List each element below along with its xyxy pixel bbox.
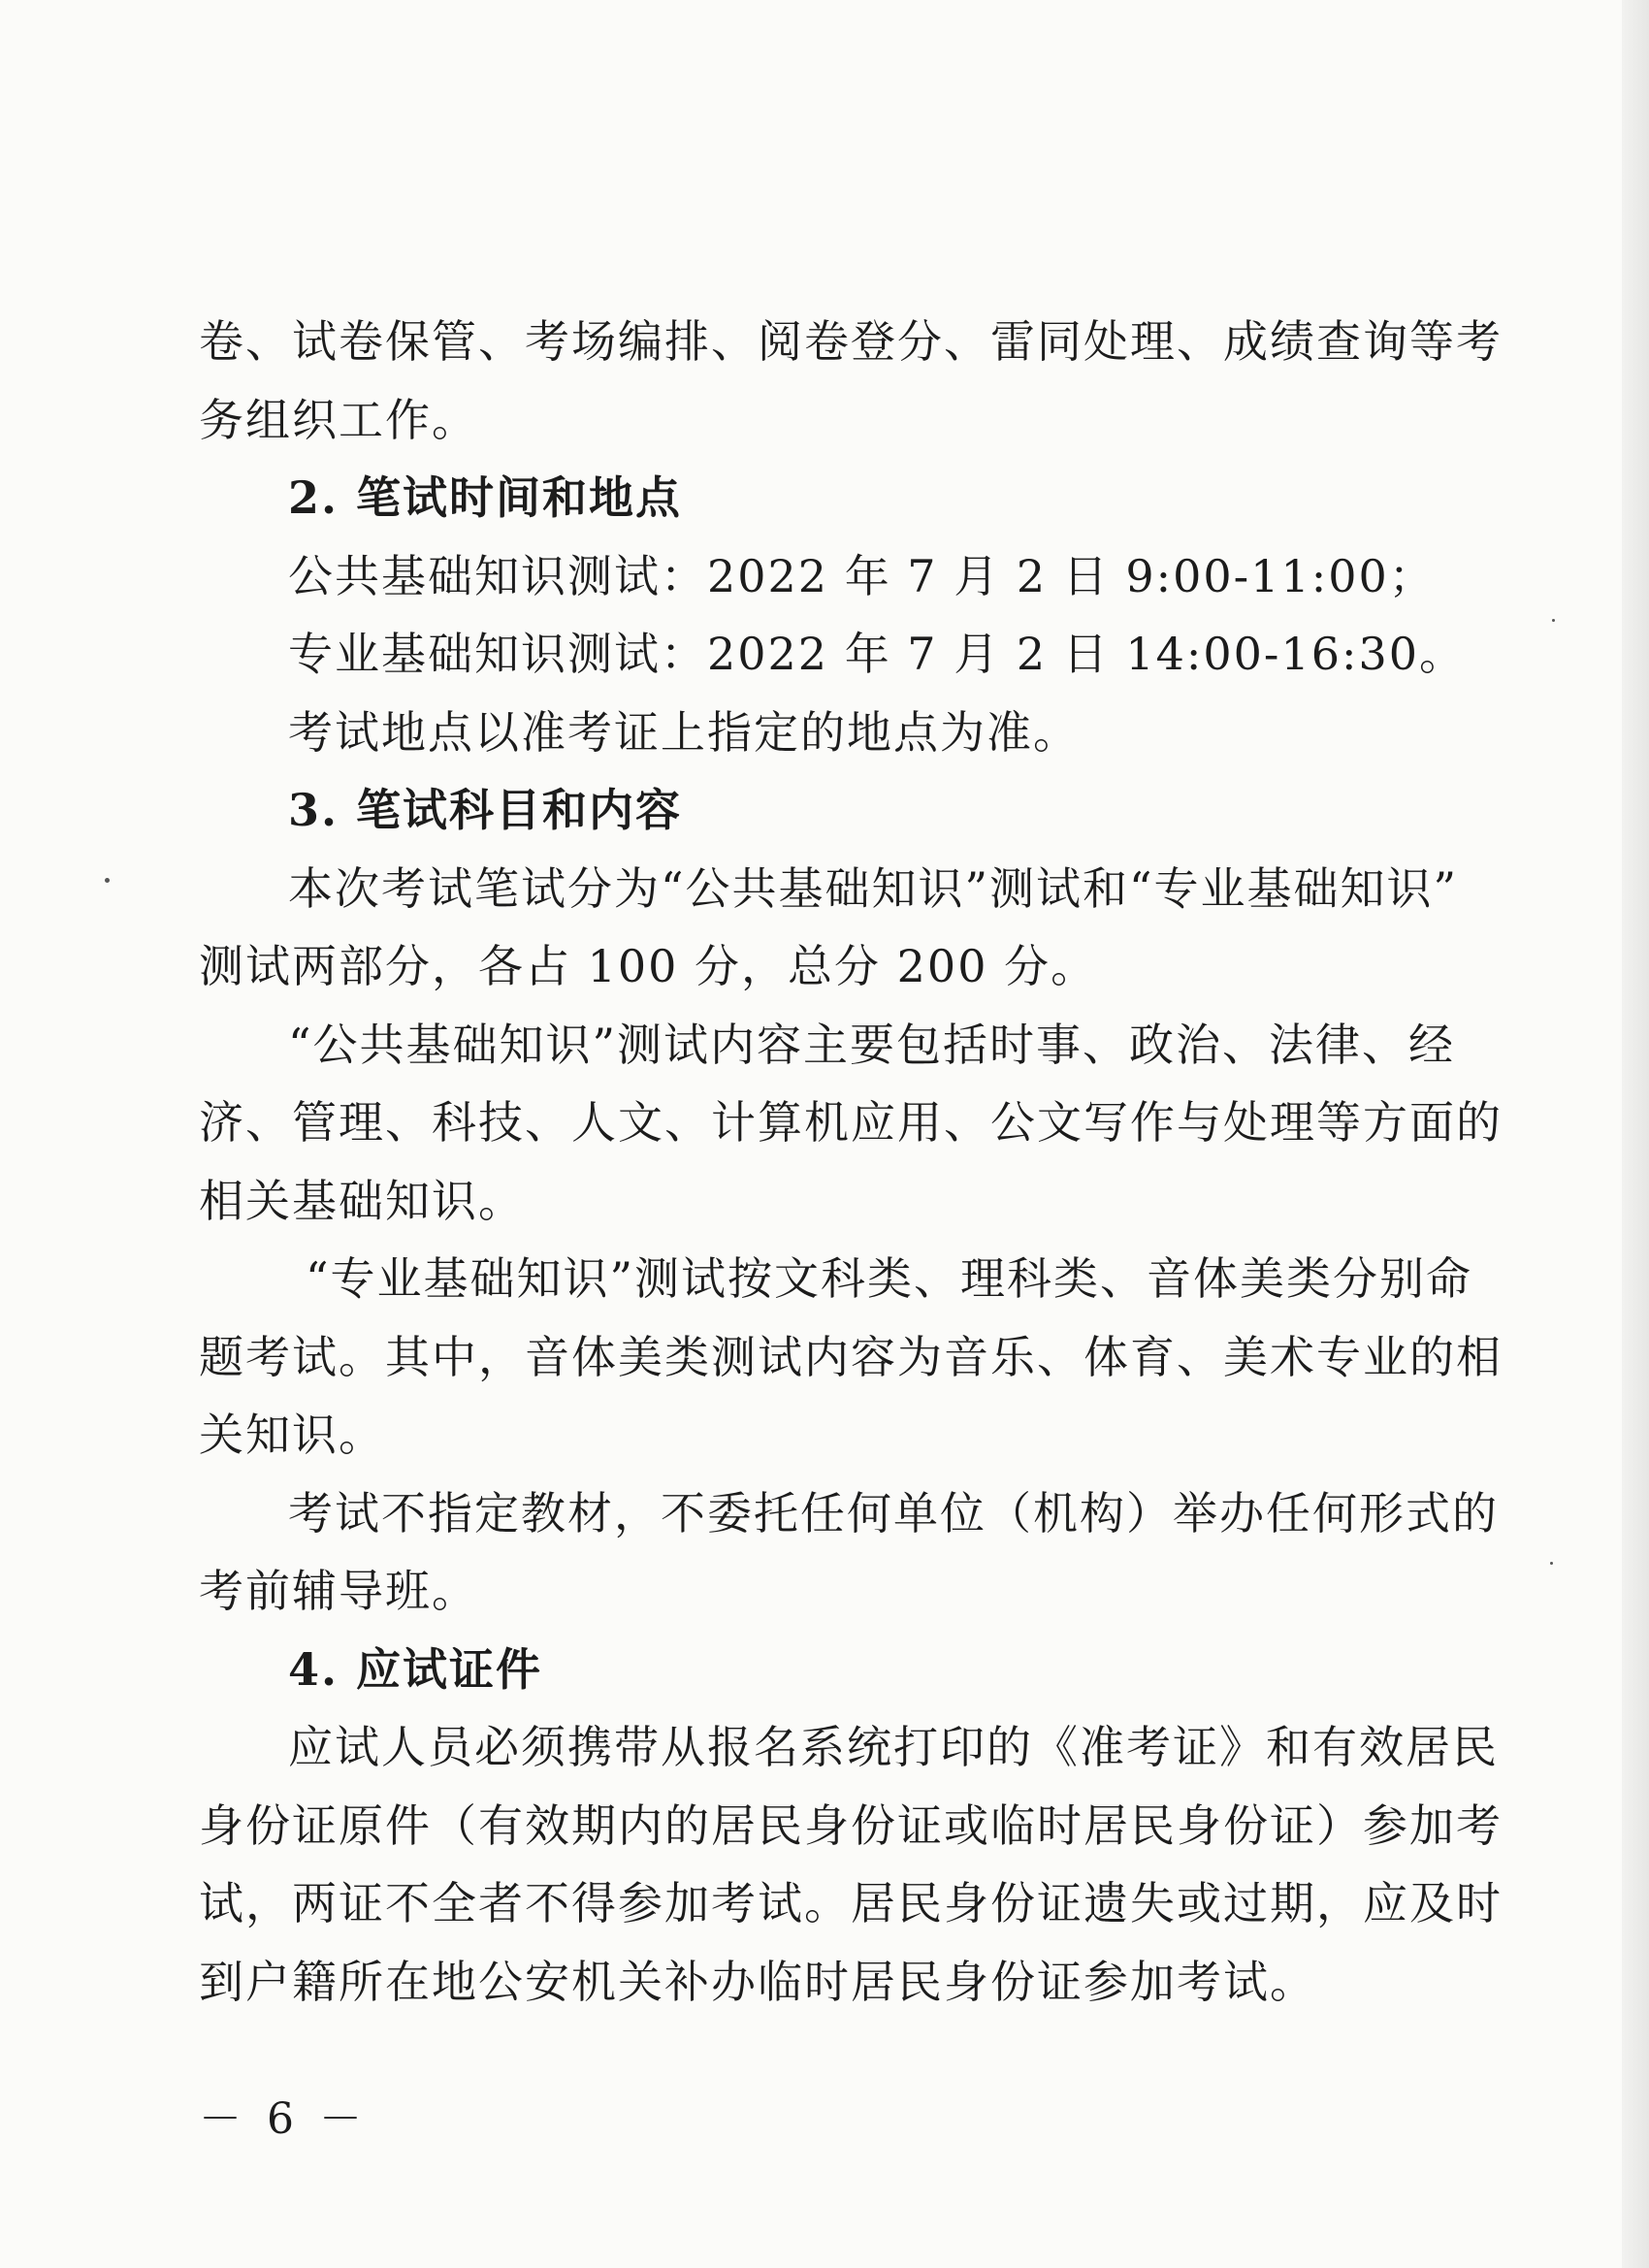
page-number: － 6 －	[199, 2094, 368, 2144]
section-heading: 2. 笔试时间和地点	[288, 471, 683, 524]
paragraph-line: 相关基础知识。	[199, 1174, 525, 1227]
paragraph-line: 本次考试笔试分为“公共基础知识”测试和“专业基础知识”	[288, 861, 1459, 915]
paragraph-line: 考试地点以准考证上指定的地点为准。	[288, 705, 1080, 759]
paragraph-line: 专业基础知识测试：2022 年 7 月 2 日 14:00-16:30。	[288, 628, 1467, 680]
scan-speck	[105, 878, 110, 883]
scan-edge-shadow	[1622, 0, 1649, 2268]
document-body	[199, 303, 1503, 2021]
section-heading: 4. 应试证件	[288, 1642, 543, 1696]
paragraph-line: 题考试。其中，音体美类测试内容为音乐、体育、美术专业的相	[199, 1330, 1503, 1383]
scan-speck	[1550, 1562, 1553, 1565]
paragraph-line: 务组织工作。	[199, 393, 478, 446]
paragraph-line: 济、管理、科技、人文、计算机应用、公文写作与处理等方面的	[199, 1096, 1503, 1149]
paragraph-line: 公共基础知识测试：2022 年 7 月 2 日 9:00-11:00；	[288, 549, 1436, 602]
paragraph-line: 考试不指定教材，不委托任何单位（机构）举办任何形式的	[288, 1486, 1499, 1539]
paragraph-line: 卷、试卷保管、考场编排、阅卷登分、雷同处理、成绩查询等考	[199, 315, 1503, 368]
paragraph-line: 应试人员必须携带从报名系统打印的《准考证》和有效居民	[288, 1721, 1499, 1773]
paragraph-line: 考前辅导班。	[199, 1565, 478, 1617]
section-heading: 3. 笔试科目和内容	[288, 784, 683, 836]
paragraph-line: 试，两证不全者不得参加考试。居民身份证遗失或过期，应及时	[199, 1877, 1503, 1929]
paragraph-line: “专业基础知识”测试按文科类、理科类、音体美类分别命	[306, 1252, 1473, 1305]
paragraph-line: 关知识。	[199, 1409, 385, 1461]
paragraph-line: “公共基础知识”测试内容主要包括时事、政治、法律、经	[288, 1018, 1456, 1071]
scan-speck	[1552, 619, 1555, 622]
paragraph-line: 到户籍所在地公安机关补办临时居民身份证参加考试。	[199, 1955, 1316, 2008]
paragraph-line: 身份证原件（有效期内的居民身份证或临时居民身份证）参加考	[199, 1798, 1503, 1852]
paragraph-line: 测试两部分，各占 100 分，总分 200 分。	[199, 940, 1098, 992]
